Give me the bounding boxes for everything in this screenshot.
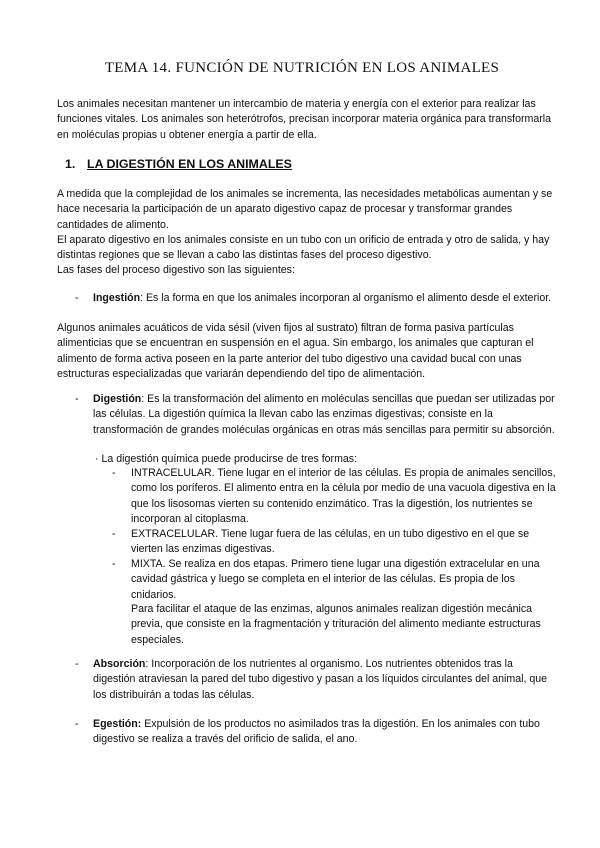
intracellular-text: INTRACELULAR. Tiene lugar en el interior de las células. Es propia de animales sencillos, como los poríferos. El alimento entra en la célula por medio de una vacuola digestiva en la que los lisosomas vierten su contenido enzimático. Tras la digestión, los nutrientes se incorporan al citoplasma. bbox=[131, 467, 556, 526]
intro-paragraph: Los animales necesitan mantener un intercambio de materia y energía con el exterior para realizar las funciones vitales. Los animales son heterótrofos, precisan incorporar materia orgánica para transformarla en moléculas propias u obtener energía a partir de ella. bbox=[57, 98, 552, 141]
bullet-dash: - bbox=[112, 467, 116, 479]
bullet-dash: - bbox=[75, 292, 79, 304]
bullet-dash: - bbox=[75, 658, 79, 670]
phase-ingestion bbox=[75, 291, 557, 306]
phase-digestion bbox=[75, 392, 557, 438]
bullet-dash: - bbox=[112, 558, 116, 570]
absorption-text: : Incorporación de los nutrientes al organismo. Los nutrientes obtenidos tras la digestión atraviesan la pared del tubo digestivo y pasan a los líquidos circulantes del animal, que los distribuirán a todas las células. bbox=[93, 658, 548, 701]
section-paragraph-1: A medida que la complejidad de los animales se incrementa, las necesidades metabólicas aumentan y se hace necesaria la participación de un aparato digestivo capaz de procesar y transformar grandes cantidades de alimento. bbox=[57, 188, 553, 231]
digestion-type-extracellular bbox=[112, 527, 557, 558]
phase-absorption bbox=[75, 657, 557, 703]
digestion-type-mixed bbox=[112, 557, 557, 603]
section-title: LA DIGESTIÓN EN LOS ANIMALES bbox=[87, 157, 292, 171]
extracellular-text: EXTRACELULAR. Tiene lugar fuera de las células, en un tubo digestivo en el que se vierten las enzimas digestivas. bbox=[131, 528, 530, 556]
digestion-types-intro: · La digestión química puede producirse de tres formas: bbox=[95, 453, 358, 465]
bullet-dash: - bbox=[75, 393, 79, 405]
section-paragraph-3: Las fases del proceso digestivo son las siguientes: bbox=[57, 264, 295, 276]
term-absorption: Absorción bbox=[93, 658, 146, 670]
ingestion-note: Algunos animales acuáticos de vida sésil (viven fijos al sustrato) filtran de forma pasiva partículas alimenticias que se encuentran en suspensión en el agua. Sin embargo, los animales que capturan el alimento de forma activa poseen en la parte anterior del tubo digestivo una cavidad bucal con unas estructuras especializadas que variarán dependiendo del tipo de alimentación. bbox=[57, 322, 534, 381]
section-number: 1. bbox=[65, 157, 76, 171]
mixed-text: MIXTA. Se realiza en dos etapas. Primero tiene lugar una digestión extracelular en una cavidad gástrica y luego se completa en el interior de las células. Es propia de los cnidarios. bbox=[131, 558, 540, 601]
section-paragraph-2: El aparato digestivo en los animales consiste en un tubo con un orificio de entrada y otro de salida, y hay distintas regiones que se llevan a cabo las distintas fases del proceso digestivo. bbox=[57, 234, 550, 262]
ingestion-text: : Es la forma en que los animales incorporan al organismo el alimento desde el exterior. bbox=[140, 292, 552, 304]
egestion-text: Expulsión de los productos no asimilados tras la digestión. En los animales con tubo digestivo se realiza a través del orificio de salida, el ano. bbox=[93, 718, 540, 746]
term-ingestion: Ingestión bbox=[93, 292, 141, 304]
bullet-dash: - bbox=[75, 718, 79, 730]
page-title: TEMA 14. FUNCIÓN DE NUTRICIÓN EN LOS ANIMALES bbox=[104, 60, 500, 76]
term-digestion: Digestión bbox=[93, 393, 142, 405]
mechanical-digestion-note: Para facilitar el ataque de las enzimas, algunos animales realizan digestión mecánica previa, que consiste en la fragmentación y trituración del alimento mediante estructuras especiales. bbox=[131, 603, 541, 646]
digestion-type-intracellular bbox=[112, 466, 557, 528]
phase-egestion bbox=[75, 717, 557, 748]
bullet-dash: - bbox=[112, 528, 116, 540]
section-heading bbox=[65, 155, 292, 173]
term-egestion: Egestión: bbox=[93, 718, 142, 730]
digestion-text: : Es la transformación del alimento en moléculas sencillas que puedan ser utilizadas por las células. La digestión química la llevan cabo las enzimas digestivas; consiste en la transformación de grandes moléculas orgánicas en otras más sencillas para permitir su absorción. bbox=[93, 393, 555, 436]
